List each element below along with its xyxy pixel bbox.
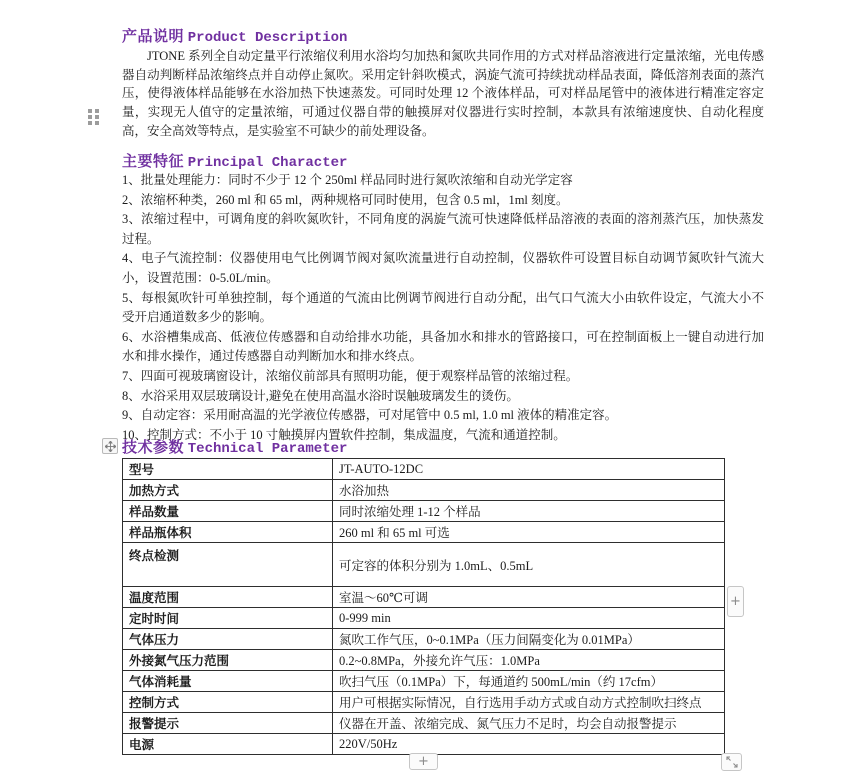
drag-dots-icon	[88, 109, 92, 113]
feature-item: 7、四面可视玻璃窗设计，浓缩仪前部具有照明功能，便于观察样品管的浓缩过程。	[122, 368, 579, 383]
param-label: 外接氮气压力范围	[123, 650, 333, 671]
heading-en: Principal Character	[187, 155, 348, 171]
add-column-button[interactable]: +	[727, 586, 744, 617]
table-row	[123, 522, 725, 543]
param-value: 用户可根据实际情况，自行选用手动方式或自动方式控制吹扫终点	[333, 692, 725, 713]
param-value: 0.2~0.8MPa，外接允许气压：1.0MPa	[333, 650, 725, 671]
param-label: 加热方式	[123, 480, 333, 501]
drag-dots-icon	[88, 115, 92, 119]
product-description-paragraph: JTONE 系列全自动定量平行浓缩仪利用水浴均匀加热和氮吹共同作用的方式对样品溶液进行定量浓缩，光电传感器自动判断样品浓缩终点并自动停止氮吹。采用定针斜吹模式，涡旋气流可持续扰动样品表面，降低溶剂表面的蒸汽压，使得液体样品能够在水浴加热下快速蒸发。可同时处理 12 个液体样品，可对样品尾管中的液体进行精准定容定量，实现无人值守的定量浓缩，可通过仪器自带的触摸屏对仪器进行实时控制，本款具有浓缩速度快、自动化程度高，安全高效等特点，是实验室不可缺少的前处理设备。	[122, 49, 764, 138]
heading-zh: 产品说明	[122, 27, 185, 45]
param-label: 气体压力	[123, 629, 333, 650]
feature-item: 9、自动定容：采用耐高温的光学液位传感器，可对尾管中 0.5 ml, 1.0 ml 液体的精准定容。	[122, 408, 618, 423]
technical-parameter-table-wrap	[122, 458, 764, 755]
drag-dots-icon	[95, 115, 99, 119]
param-label: 样品瓶体积	[123, 522, 333, 543]
param-value: 室温～60℃可调	[333, 587, 725, 608]
param-label: 样品数量	[123, 501, 333, 522]
technical-parameter-heading	[122, 438, 764, 458]
param-label: 报警提示	[123, 713, 333, 734]
feature-item: 10、控制方式：不小于 10 寸触摸屏内置软件控制，集成温度，气流和通道控制。	[122, 427, 566, 442]
param-value: 0-999 min	[333, 608, 725, 629]
param-label: 型号	[123, 459, 333, 480]
heading-en: Technical Parameter	[187, 441, 348, 457]
feature-item: 6、水浴槽集成高、低液位传感器和自动给排水功能，具备加水和排水的管路接口，可在控制面板上一键自动进行加水和排水操作，通过传感器自动判断加水和排水终点。	[122, 329, 764, 364]
param-label: 气体消耗量	[123, 671, 333, 692]
heading-en: Product Description	[187, 30, 348, 46]
add-row-button[interactable]: +	[409, 753, 438, 770]
block-drag-handle[interactable]	[88, 109, 99, 125]
param-value: JT-AUTO-12DC	[333, 459, 725, 480]
drag-dots-icon	[88, 121, 92, 125]
product-description-heading	[122, 27, 764, 47]
feature-list	[122, 171, 764, 445]
feature-item: 8、水浴采用双层玻璃设计,避免在使用高温水浴时误触玻璃发生的烫伤。	[122, 388, 519, 403]
param-label: 温度范围	[123, 587, 333, 608]
heading-zh: 技术参数	[122, 438, 185, 456]
expand-diagonal-icon	[726, 756, 738, 768]
table-row	[123, 459, 725, 480]
param-value: 260 ml 和 65 ml 可选	[333, 522, 725, 543]
param-value: 可定容的体积分别为 1.0mL、0.5mL	[333, 543, 725, 587]
feature-item: 4、电子气流控制：仪器使用电气比例调节阀对氮吹流量进行自动控制，仪器软件可设置目标自动调节氮吹针气流大小，设置范围：0-5.0L/min。	[122, 251, 764, 285]
param-label: 控制方式	[123, 692, 333, 713]
param-label: 终点检测	[123, 543, 333, 587]
table-row	[123, 671, 725, 692]
table-row	[123, 543, 725, 587]
move-cross-icon	[105, 441, 116, 452]
param-value: 同时浓缩处理 1-12 个样品	[333, 501, 725, 522]
table-row	[123, 587, 725, 608]
table-row	[123, 692, 725, 713]
table-row	[123, 650, 725, 671]
param-label: 电源	[123, 734, 333, 755]
table-move-handle[interactable]	[102, 438, 118, 454]
param-value: 氮吹工作气压，0~0.1MPa（压力间隔变化为 0.01MPa）	[333, 629, 725, 650]
technical-parameter-table	[122, 458, 725, 755]
feature-item: 3、浓缩过程中，可调角度的斜吹氮吹针，不同角度的涡旋气流可快速降低样品溶液的表面的溶剂蒸汽压，加快蒸发过程。	[122, 212, 764, 246]
drag-dots-icon	[95, 109, 99, 113]
table-row	[123, 734, 725, 755]
table-row	[123, 608, 725, 629]
principal-character-heading	[122, 152, 764, 172]
param-value: 仪器在开盖、浓缩完成、氮气压力不足时，均会自动报警提示	[333, 713, 725, 734]
param-value: 水浴加热	[333, 480, 725, 501]
table-row	[123, 501, 725, 522]
table-row	[123, 629, 725, 650]
param-value: 220V/50Hz	[333, 734, 725, 755]
param-value: 吹扫气压（0.1MPa）下，每通道约 500mL/min（约 17cfm）	[333, 671, 725, 692]
table-row	[123, 713, 725, 734]
table-row	[123, 480, 725, 501]
feature-item: 5、每根氮吹针可单独控制，每个通道的气流由比例调节阀进行自动分配，出气口气流大小由软件设定，气流大小不受开启通道数多少的影响。	[122, 290, 764, 325]
feature-item: 2、浓缩杯种类，260 ml 和 65 ml，两种规格可同时使用，包含 0.5 ml，1ml 刻度。	[122, 192, 569, 207]
param-label: 定时时间	[123, 608, 333, 629]
heading-zh: 主要特征	[122, 152, 185, 170]
drag-dots-icon	[95, 121, 99, 125]
feature-item: 1、批量处理能力：同时不少于 12 个 250ml 样品同时进行氮吹浓缩和自动光学定容	[122, 173, 573, 187]
expand-table-button[interactable]	[721, 753, 742, 771]
